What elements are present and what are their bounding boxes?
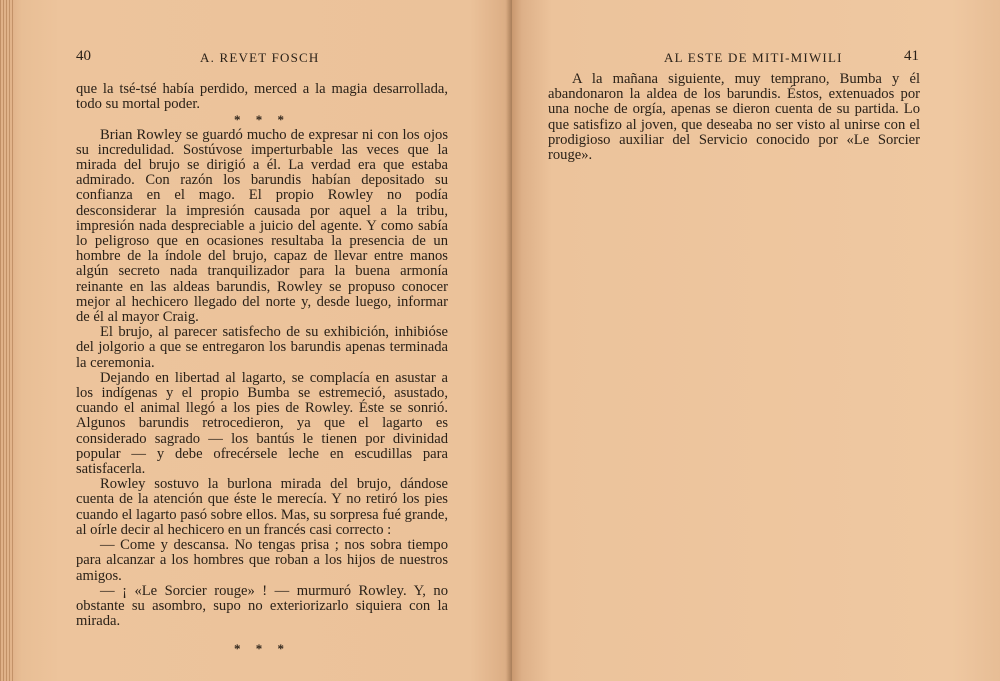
opening-fragment: que la tsé-tsé había perdido, merced a la magia desarrollada, todo su mortal poder. [76, 81, 448, 113]
right-page-body [548, 72, 920, 163]
page-edges [0, 0, 14, 681]
right-paragraph-1: A la mañana siguiente, muy temprano, Bumba y él abandonaron la aldea de los barundis. Éstos, extenuados por una noche de orgía, apenas se dieron cuenta de su partida. Lo que satisfizo al joven, que deseaba no ser visto al unirse con el prodigioso auxiliar del Servicio conocido por «Le Sorcier rouge». [548, 71, 920, 164]
paragraph-6: — ¡ «Le Sorcier rouge» ! — murmuró Rowley. Y, no obstante su asombro, supo no exteriorizarlo siquiera con la mirada. [76, 582, 448, 630]
paragraph-5: — Come y descansa. No tengas prisa ; nos sobra tiempo para alcanzar a los hombres que roban a los hijos de nuestros amigos. [76, 537, 448, 584]
right-page-number: 41 [904, 48, 919, 64]
left-page-number: 40 [76, 48, 91, 64]
left-page-body [76, 82, 448, 657]
paragraph-2: El brujo, al parecer satisfecho de su exhibición, inhibióse del jolgorio a que se entregaron los barundis apenas terminada la ceremonia. [76, 324, 448, 371]
right-running-head: AL ESTE DE MITI-MIWILI [664, 50, 843, 65]
paragraph-3: Dejando en libertad al lagarto, se complacía en asustar a los indígenas y el propio Bumba se estremeció, asustado, cuando el animal llegó a los pies de Rowley. Éste se sonrió. Algunos barundis retrocedieron, ya que el lagarto es considerado sagrado — los bantús le tienen por divinidad popular — y debe ofrecérsele leche en escudillas para satisfacerla. [76, 369, 448, 478]
closing-break: * * * [234, 641, 290, 657]
right-page [512, 0, 1000, 681]
section-break: * * * [234, 112, 290, 128]
paragraph-1: Brian Rowley se guardó mucho de expresar ni con los ojos su incredulidad. Sostúvose imperturbable las veces que la mirada del brujo se dirigió a él. La verdad era que estaba admirado. Con razón los barundis habían depositado su confianza en el mago. El propio Rowley no podía desconsiderar la impresión causada por aquel a la tribu, impresión nada despreciable a juicio del agente. Y como sabía lo peligroso que en ocasiones resultaba la presencia de un hombre de la índole del brujo, capaz de llevar entre manos algún secreto nada tranquilizador para la buena armonía reinante en las aldeas barundis, Rowley se propuso conocer mejor al hechicero llegado del norte y, desde luego, informar de él al mayor Craig. [76, 126, 448, 326]
left-running-head: A. REVET FOSCH [200, 50, 320, 65]
paragraph-4: Rowley sostuvo la burlona mirada del brujo, dándose cuenta de la atención que éste le merecía. Y no retiró los pies cuando el lagarto pasó sobre ellos. Mas, su sorpresa fué grande, al oírle decir al hechicero en un francés casi correcto : [76, 476, 448, 538]
